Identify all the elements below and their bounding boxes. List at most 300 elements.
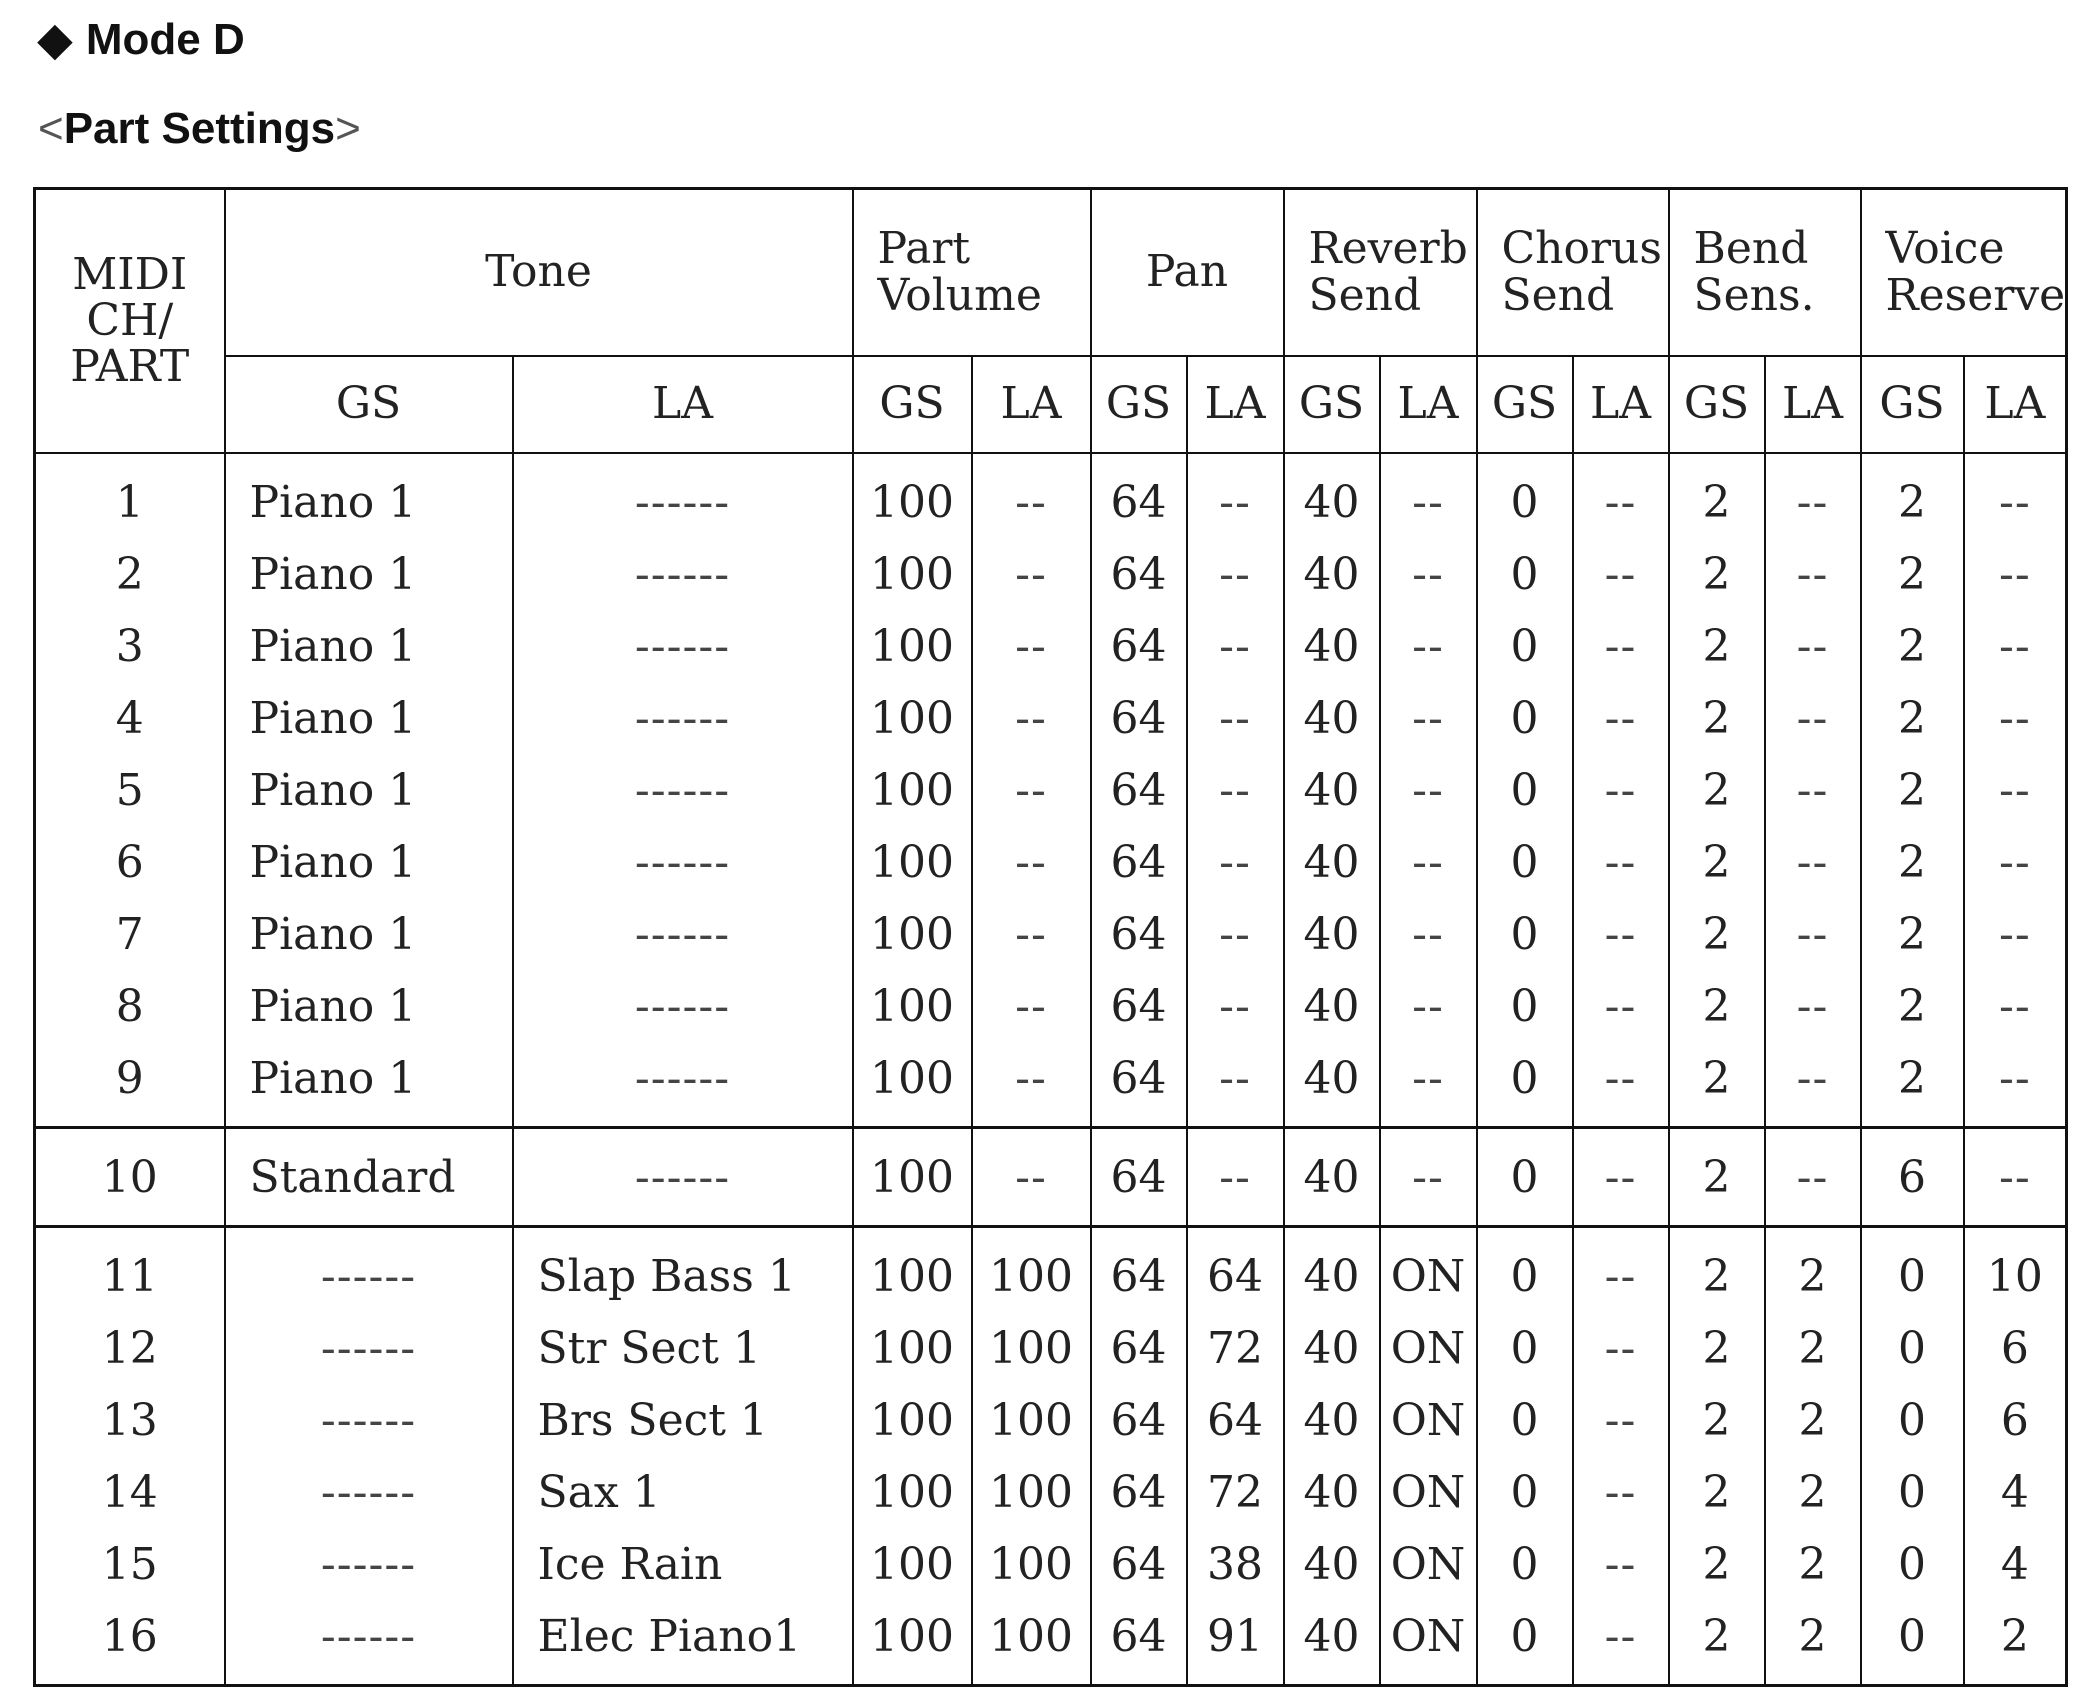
reverb-la-cell: -- [1380, 970, 1477, 1042]
chorus-la-cell: -- [1573, 754, 1669, 826]
pan-la-cell: -- [1187, 682, 1284, 754]
header-reverb-la: LA [1380, 356, 1477, 453]
voice-la-cell: -- [1964, 610, 2067, 682]
part-cell: 9 [35, 1042, 225, 1128]
tone-gs-cell: ------ [225, 1312, 513, 1384]
reverb-la-cell: -- [1380, 538, 1477, 610]
tone-la-cell: Str Sect 1 [513, 1312, 853, 1384]
reverb-la-cell: -- [1380, 1128, 1477, 1227]
chorus-la-cell: -- [1573, 970, 1669, 1042]
header-pan: Pan [1091, 189, 1284, 357]
chorus-gs-cell: 0 [1477, 1128, 1573, 1227]
subtitle-text: Part Settings [63, 104, 336, 153]
pan-gs-cell: 64 [1091, 682, 1187, 754]
table-row [35, 453, 2067, 538]
tone-la-cell: Sax 1 [513, 1456, 853, 1528]
volume-gs-cell: 100 [853, 538, 972, 610]
header-bend-line2: Sens. [1693, 269, 1815, 321]
table-row [35, 754, 2067, 826]
header-chorus-send [1477, 189, 1669, 357]
bend-la-cell: -- [1765, 538, 1861, 610]
pan-gs-cell: 64 [1091, 1312, 1187, 1384]
voice-la-cell: -- [1964, 826, 2067, 898]
part-cell: 7 [35, 898, 225, 970]
voice-gs-cell: 0 [1861, 1312, 1964, 1384]
part-cell: 3 [35, 610, 225, 682]
tone-la-cell: ------ [513, 538, 853, 610]
bend-la-cell: -- [1765, 970, 1861, 1042]
volume-gs-cell: 100 [853, 898, 972, 970]
pan-gs-cell: 64 [1091, 754, 1187, 826]
reverb-gs-cell: 40 [1284, 1042, 1380, 1128]
reverb-gs-cell: 40 [1284, 1312, 1380, 1384]
header-voice-reserve [1861, 189, 2067, 357]
part-cell: 15 [35, 1528, 225, 1600]
reverb-gs-cell: 40 [1284, 1600, 1380, 1686]
pan-la-cell: -- [1187, 1042, 1284, 1128]
pan-gs-cell: 64 [1091, 610, 1187, 682]
voice-la-cell: 4 [1964, 1528, 2067, 1600]
part-cell: 1 [35, 453, 225, 538]
reverb-la-cell: ON [1380, 1227, 1477, 1313]
pan-gs-cell: 64 [1091, 1042, 1187, 1128]
reverb-la-cell: ON [1380, 1528, 1477, 1600]
table-row [35, 826, 2067, 898]
header-reverb-line1: Reverb [1308, 223, 1468, 275]
volume-gs-cell: 100 [853, 453, 972, 538]
table-row [35, 610, 2067, 682]
header-chorus-la: LA [1573, 356, 1669, 453]
volume-gs-cell: 100 [853, 826, 972, 898]
voice-gs-cell: 2 [1861, 1042, 1964, 1128]
chorus-la-cell: -- [1573, 453, 1669, 538]
volume-la-cell: 100 [972, 1528, 1091, 1600]
pan-la-cell: 64 [1187, 1384, 1284, 1456]
header-tone-gs: GS [225, 356, 513, 453]
bend-la-cell: -- [1765, 453, 1861, 538]
tone-la-cell: ------ [513, 1042, 853, 1128]
volume-gs-cell: 100 [853, 1227, 972, 1313]
chorus-la-cell: -- [1573, 1456, 1669, 1528]
bend-la-cell: -- [1765, 1042, 1861, 1128]
chorus-la-cell: -- [1573, 1528, 1669, 1600]
pan-la-cell: 72 [1187, 1312, 1284, 1384]
chorus-gs-cell: 0 [1477, 538, 1573, 610]
table-row [35, 898, 2067, 970]
tone-la-cell: ------ [513, 682, 853, 754]
header-bend-gs: GS [1669, 356, 1765, 453]
bend-la-cell: 2 [1765, 1384, 1861, 1456]
table-row [35, 1312, 2067, 1384]
reverb-gs-cell: 40 [1284, 1456, 1380, 1528]
table-row [35, 1042, 2067, 1128]
pan-gs-cell: 64 [1091, 1528, 1187, 1600]
pan-gs-cell: 64 [1091, 1227, 1187, 1313]
tone-la-cell: ------ [513, 970, 853, 1042]
table-row [35, 1456, 2067, 1528]
voice-la-cell: 6 [1964, 1384, 2067, 1456]
volume-la-cell: -- [972, 1128, 1091, 1227]
pan-la-cell: 91 [1187, 1600, 1284, 1686]
pan-gs-cell: 64 [1091, 1384, 1187, 1456]
subtitle-open-bracket: < [38, 104, 64, 153]
volume-la-cell: 100 [972, 1456, 1091, 1528]
part-cell: 5 [35, 754, 225, 826]
pan-gs-cell: 64 [1091, 453, 1187, 538]
voice-la-cell: 6 [1964, 1312, 2067, 1384]
header-midi-line1: MIDI [72, 248, 188, 300]
reverb-gs-cell: 40 [1284, 826, 1380, 898]
reverb-la-cell: -- [1380, 453, 1477, 538]
tone-gs-cell: ------ [225, 1528, 513, 1600]
header-chorus-line1: Chorus [1501, 223, 1662, 275]
tone-la-cell: ------ [513, 898, 853, 970]
table-row [35, 538, 2067, 610]
chorus-gs-cell: 0 [1477, 898, 1573, 970]
reverb-gs-cell: 40 [1284, 754, 1380, 826]
bend-gs-cell: 2 [1669, 610, 1765, 682]
reverb-la-cell: -- [1380, 754, 1477, 826]
table-body [35, 453, 2067, 1686]
tone-gs-cell: Piano 1 [225, 1042, 513, 1128]
header-volume-la: LA [972, 356, 1091, 453]
volume-gs-cell: 100 [853, 754, 972, 826]
bend-gs-cell: 2 [1669, 1128, 1765, 1227]
voice-la-cell: -- [1964, 754, 2067, 826]
part-cell: 2 [35, 538, 225, 610]
voice-gs-cell: 2 [1861, 826, 1964, 898]
header-bend-la: LA [1765, 356, 1861, 453]
tone-gs-cell: Piano 1 [225, 970, 513, 1042]
bend-gs-cell: 2 [1669, 826, 1765, 898]
pan-gs-cell: 64 [1091, 898, 1187, 970]
chorus-la-cell: -- [1573, 1128, 1669, 1227]
header-chorus-gs: GS [1477, 356, 1573, 453]
volume-la-cell: 100 [972, 1312, 1091, 1384]
voice-gs-cell: 2 [1861, 453, 1964, 538]
bend-la-cell: -- [1765, 1128, 1861, 1227]
chorus-la-cell: -- [1573, 682, 1669, 754]
volume-gs-cell: 100 [853, 682, 972, 754]
chorus-gs-cell: 0 [1477, 453, 1573, 538]
header-part-volume-line1: Part [877, 223, 971, 275]
bend-gs-cell: 2 [1669, 1600, 1765, 1686]
pan-gs-cell: 64 [1091, 538, 1187, 610]
reverb-la-cell: ON [1380, 1312, 1477, 1384]
voice-la-cell: -- [1964, 453, 2067, 538]
voice-gs-cell: 2 [1861, 610, 1964, 682]
pan-la-cell: 38 [1187, 1528, 1284, 1600]
bend-gs-cell: 2 [1669, 970, 1765, 1042]
table-row [35, 682, 2067, 754]
bend-la-cell: 2 [1765, 1227, 1861, 1313]
part-cell: 16 [35, 1600, 225, 1686]
bend-gs-cell: 2 [1669, 1312, 1765, 1384]
chorus-la-cell: -- [1573, 826, 1669, 898]
pan-la-cell: -- [1187, 970, 1284, 1042]
tone-la-cell: ------ [513, 754, 853, 826]
chorus-gs-cell: 0 [1477, 610, 1573, 682]
reverb-la-cell: -- [1380, 610, 1477, 682]
bend-gs-cell: 2 [1669, 1042, 1765, 1128]
part-cell: 4 [35, 682, 225, 754]
header-midi-line3: PART [70, 341, 190, 393]
tone-gs-cell: ------ [225, 1384, 513, 1456]
tone-gs-cell: Standard [225, 1128, 513, 1227]
reverb-la-cell: -- [1380, 898, 1477, 970]
chorus-la-cell: -- [1573, 538, 1669, 610]
reverb-gs-cell: 40 [1284, 1227, 1380, 1313]
reverb-la-cell: -- [1380, 682, 1477, 754]
tone-la-cell: Slap Bass 1 [513, 1227, 853, 1313]
bend-gs-cell: 2 [1669, 1227, 1765, 1313]
chorus-la-cell: -- [1573, 1600, 1669, 1686]
volume-gs-cell: 100 [853, 1312, 972, 1384]
voice-gs-cell: 0 [1861, 1456, 1964, 1528]
tone-la-cell: Ice Rain [513, 1528, 853, 1600]
bend-gs-cell: 2 [1669, 1456, 1765, 1528]
chorus-gs-cell: 0 [1477, 1384, 1573, 1456]
reverb-gs-cell: 40 [1284, 898, 1380, 970]
volume-la-cell: -- [972, 754, 1091, 826]
pan-gs-cell: 64 [1091, 826, 1187, 898]
volume-gs-cell: 100 [853, 1600, 972, 1686]
pan-gs-cell: 64 [1091, 1600, 1187, 1686]
pan-la-cell: -- [1187, 898, 1284, 970]
pan-la-cell: -- [1187, 453, 1284, 538]
volume-la-cell: -- [972, 826, 1091, 898]
part-cell: 12 [35, 1312, 225, 1384]
tone-la-cell: Elec Piano1 [513, 1600, 853, 1686]
voice-gs-cell: 6 [1861, 1128, 1964, 1227]
table-row [35, 1227, 2067, 1313]
voice-gs-cell: 2 [1861, 538, 1964, 610]
header-bend-line1: Bend [1693, 223, 1809, 275]
voice-la-cell: -- [1964, 970, 2067, 1042]
header-tone-la: LA [513, 356, 853, 453]
reverb-gs-cell: 40 [1284, 682, 1380, 754]
part-cell: 10 [35, 1128, 225, 1227]
part-cell: 11 [35, 1227, 225, 1313]
chorus-gs-cell: 0 [1477, 1528, 1573, 1600]
reverb-gs-cell: 40 [1284, 453, 1380, 538]
voice-la-cell: -- [1964, 898, 2067, 970]
header-pan-gs: GS [1091, 356, 1187, 453]
header-pan-la: LA [1187, 356, 1284, 453]
bend-la-cell: -- [1765, 610, 1861, 682]
tone-la-cell: ------ [513, 610, 853, 682]
reverb-la-cell: ON [1380, 1456, 1477, 1528]
header-voice-line2: Reserve [1885, 269, 2066, 321]
section-subtitle [38, 104, 361, 154]
bend-gs-cell: 2 [1669, 1384, 1765, 1456]
header-part-volume-line2: Volume [877, 269, 1042, 321]
voice-gs-cell: 0 [1861, 1384, 1964, 1456]
part-cell: 14 [35, 1456, 225, 1528]
chorus-la-cell: -- [1573, 610, 1669, 682]
bend-la-cell: 2 [1765, 1312, 1861, 1384]
header-voice-gs: GS [1861, 356, 1964, 453]
chorus-gs-cell: 0 [1477, 754, 1573, 826]
header-midi-part [35, 189, 225, 454]
header-part-volume [853, 189, 1091, 357]
chorus-la-cell: -- [1573, 898, 1669, 970]
volume-gs-cell: 100 [853, 1456, 972, 1528]
voice-gs-cell: 2 [1861, 754, 1964, 826]
bend-la-cell: -- [1765, 754, 1861, 826]
header-reverb-line2: Send [1308, 269, 1422, 321]
table-row [35, 970, 2067, 1042]
volume-la-cell: -- [972, 538, 1091, 610]
pan-gs-cell: 64 [1091, 1128, 1187, 1227]
bend-gs-cell: 2 [1669, 538, 1765, 610]
tone-gs-cell: Piano 1 [225, 754, 513, 826]
tone-la-cell: Brs Sect 1 [513, 1384, 853, 1456]
tone-gs-cell: Piano 1 [225, 610, 513, 682]
volume-la-cell: -- [972, 898, 1091, 970]
volume-gs-cell: 100 [853, 970, 972, 1042]
subtitle-close-bracket: > [335, 104, 361, 153]
volume-la-cell: -- [972, 453, 1091, 538]
pan-la-cell: -- [1187, 610, 1284, 682]
voice-gs-cell: 0 [1861, 1528, 1964, 1600]
reverb-gs-cell: 40 [1284, 538, 1380, 610]
reverb-la-cell: ON [1380, 1600, 1477, 1686]
header-voice-la: LA [1964, 356, 2067, 453]
voice-la-cell: -- [1964, 1128, 2067, 1227]
reverb-gs-cell: 40 [1284, 970, 1380, 1042]
volume-gs-cell: 100 [853, 1528, 972, 1600]
pan-gs-cell: 64 [1091, 970, 1187, 1042]
pan-la-cell: 72 [1187, 1456, 1284, 1528]
tone-gs-cell: Piano 1 [225, 826, 513, 898]
chorus-la-cell: -- [1573, 1312, 1669, 1384]
voice-la-cell: 10 [1964, 1227, 2067, 1313]
part-cell: 13 [35, 1384, 225, 1456]
volume-gs-cell: 100 [853, 1042, 972, 1128]
bend-la-cell: 2 [1765, 1456, 1861, 1528]
tone-gs-cell: ------ [225, 1456, 513, 1528]
tone-gs-cell: Piano 1 [225, 538, 513, 610]
tone-la-cell: ------ [513, 826, 853, 898]
table-row [35, 1384, 2067, 1456]
volume-la-cell: -- [972, 682, 1091, 754]
chorus-gs-cell: 0 [1477, 1600, 1573, 1686]
bend-gs-cell: 2 [1669, 898, 1765, 970]
tone-gs-cell: ------ [225, 1600, 513, 1686]
reverb-gs-cell: 40 [1284, 1384, 1380, 1456]
table-row [35, 1128, 2067, 1227]
voice-la-cell: -- [1964, 1042, 2067, 1128]
volume-la-cell: 100 [972, 1384, 1091, 1456]
header-reverb-send [1284, 189, 1477, 357]
pan-la-cell: -- [1187, 754, 1284, 826]
header-voice-line1: Voice [1885, 223, 2005, 275]
bend-gs-cell: 2 [1669, 453, 1765, 538]
chorus-gs-cell: 0 [1477, 1042, 1573, 1128]
voice-gs-cell: 0 [1861, 1227, 1964, 1313]
reverb-la-cell: -- [1380, 1042, 1477, 1128]
chorus-gs-cell: 0 [1477, 1227, 1573, 1313]
bend-la-cell: 2 [1765, 1528, 1861, 1600]
table-row [35, 1528, 2067, 1600]
pan-la-cell: -- [1187, 538, 1284, 610]
volume-gs-cell: 100 [853, 610, 972, 682]
volume-la-cell: -- [972, 970, 1091, 1042]
page-heading [38, 14, 245, 65]
header-tone: Tone [225, 189, 853, 357]
volume-la-cell: -- [972, 1042, 1091, 1128]
header-chorus-line2: Send [1501, 269, 1615, 321]
chorus-gs-cell: 0 [1477, 826, 1573, 898]
tone-gs-cell: Piano 1 [225, 682, 513, 754]
tone-gs-cell: ------ [225, 1227, 513, 1313]
voice-la-cell: -- [1964, 682, 2067, 754]
pan-la-cell: -- [1187, 1128, 1284, 1227]
diamond-bullet-icon: ◆ [38, 15, 72, 64]
voice-la-cell: 4 [1964, 1456, 2067, 1528]
part-cell: 6 [35, 826, 225, 898]
voice-la-cell: 2 [1964, 1600, 2067, 1686]
reverb-gs-cell: 40 [1284, 1128, 1380, 1227]
volume-gs-cell: 100 [853, 1384, 972, 1456]
bend-gs-cell: 2 [1669, 682, 1765, 754]
chorus-la-cell: -- [1573, 1227, 1669, 1313]
pan-gs-cell: 64 [1091, 1456, 1187, 1528]
tone-gs-cell: Piano 1 [225, 898, 513, 970]
chorus-la-cell: -- [1573, 1042, 1669, 1128]
voice-la-cell: -- [1964, 538, 2067, 610]
bend-la-cell: 2 [1765, 1600, 1861, 1686]
header-volume-gs: GS [853, 356, 972, 453]
reverb-la-cell: ON [1380, 1384, 1477, 1456]
bend-la-cell: -- [1765, 826, 1861, 898]
voice-gs-cell: 2 [1861, 970, 1964, 1042]
chorus-gs-cell: 0 [1477, 970, 1573, 1042]
volume-la-cell: 100 [972, 1600, 1091, 1686]
part-settings-table [33, 187, 2068, 1687]
table-row [35, 1600, 2067, 1686]
tone-la-cell: ------ [513, 453, 853, 538]
heading-title: Mode D [85, 14, 245, 64]
voice-gs-cell: 0 [1861, 1600, 1964, 1686]
pan-la-cell: -- [1187, 826, 1284, 898]
volume-la-cell: -- [972, 610, 1091, 682]
header-reverb-gs: GS [1284, 356, 1380, 453]
header-midi-line2: CH/ [86, 294, 174, 346]
tone-gs-cell: Piano 1 [225, 453, 513, 538]
reverb-gs-cell: 40 [1284, 1528, 1380, 1600]
chorus-gs-cell: 0 [1477, 1312, 1573, 1384]
bend-gs-cell: 2 [1669, 1528, 1765, 1600]
chorus-la-cell: -- [1573, 1384, 1669, 1456]
chorus-gs-cell: 0 [1477, 1456, 1573, 1528]
bend-gs-cell: 2 [1669, 754, 1765, 826]
bend-la-cell: -- [1765, 898, 1861, 970]
bend-la-cell: -- [1765, 682, 1861, 754]
chorus-gs-cell: 0 [1477, 682, 1573, 754]
voice-gs-cell: 2 [1861, 682, 1964, 754]
header-bend-sens [1669, 189, 1861, 357]
reverb-la-cell: -- [1380, 826, 1477, 898]
reverb-gs-cell: 40 [1284, 610, 1380, 682]
pan-la-cell: 64 [1187, 1227, 1284, 1313]
tone-la-cell: ------ [513, 1128, 853, 1227]
part-cell: 8 [35, 970, 225, 1042]
voice-gs-cell: 2 [1861, 898, 1964, 970]
volume-la-cell: 100 [972, 1227, 1091, 1313]
volume-gs-cell: 100 [853, 1128, 972, 1227]
